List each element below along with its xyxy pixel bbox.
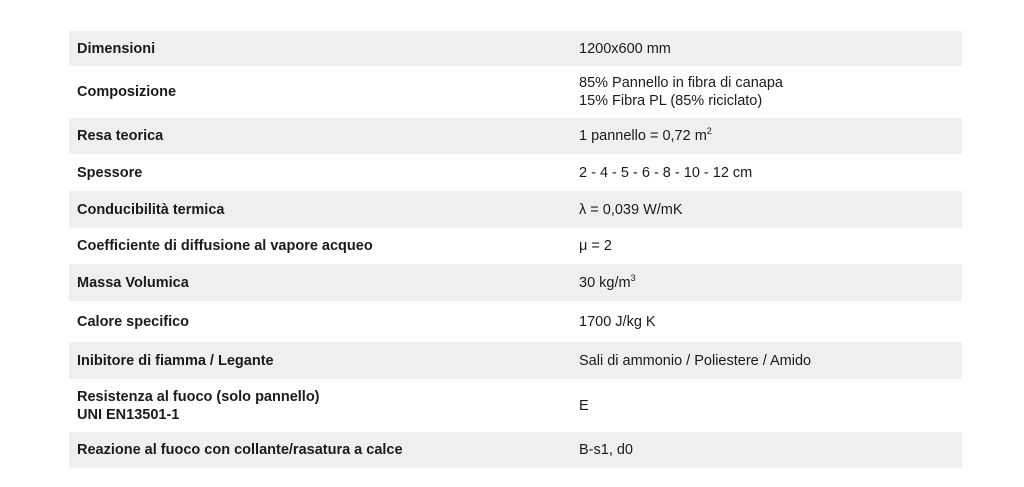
row-value	[579, 164, 962, 182]
row-value	[579, 397, 962, 415]
value-superscript: 3	[630, 272, 636, 283]
label-line: UNI EN13501-1	[77, 406, 180, 423]
table-row	[69, 154, 962, 191]
row-value	[579, 201, 962, 219]
value-line: 15% Fibra PL (85% riciclato)	[579, 93, 763, 109]
row-label: Calore specifico	[77, 313, 190, 330]
value-superscript: 2	[706, 126, 712, 137]
row-value	[579, 40, 962, 58]
row-label: Coefficiente di diffusione al vapore acqueo	[77, 238, 373, 254]
row-label: Reazione al fuoco con collante/rasatura a calce	[77, 442, 403, 458]
row-value	[579, 127, 962, 145]
specs-table	[69, 31, 962, 468]
row-label: Composizione	[77, 84, 177, 100]
value-line: 1200x600 mm	[579, 40, 671, 57]
row-label: Conducibilità termica	[77, 201, 225, 218]
row-label: Massa Volumica	[77, 274, 189, 291]
value-line: 1700 J/kg K	[579, 313, 656, 330]
row-value	[579, 237, 962, 255]
label-line: Resistenza al fuoco (solo pannello)	[77, 388, 320, 405]
value-line: μ = 2	[579, 238, 612, 254]
table-row	[69, 66, 962, 118]
row-value	[579, 313, 962, 331]
table-row	[69, 31, 962, 66]
value-text: 1 pannello = 0,72 m	[579, 128, 707, 144]
row-value	[579, 352, 962, 370]
value-line: 85% Pannello in fibra di canapa	[579, 75, 783, 91]
value-text: 30 kg/m	[579, 274, 631, 291]
table-row	[69, 342, 962, 379]
table-row	[69, 191, 962, 228]
row-value	[579, 441, 962, 459]
row-label	[69, 388, 579, 424]
value-line: E	[579, 397, 589, 414]
table-row	[69, 432, 962, 468]
value-line: 2 - 4 - 5 - 6 - 8 - 10 - 12 cm	[579, 164, 753, 181]
table-row	[69, 228, 962, 264]
table-row	[69, 118, 962, 154]
value-line: Sali di ammonio / Poliestere / Amido	[579, 352, 812, 369]
row-value	[579, 274, 962, 292]
row-label: Spessore	[77, 164, 143, 181]
row-label: Inibitore di fiamma / Legante	[77, 352, 274, 369]
value-line: λ = 0,039 W/mK	[579, 201, 683, 218]
table-row	[69, 264, 962, 301]
value-line: B-s1, d0	[579, 442, 633, 458]
row-label: Dimensioni	[77, 40, 156, 57]
row-label: Resa teorica	[77, 128, 164, 144]
table-row	[69, 379, 962, 432]
table-row	[69, 301, 962, 342]
row-value	[579, 74, 962, 110]
